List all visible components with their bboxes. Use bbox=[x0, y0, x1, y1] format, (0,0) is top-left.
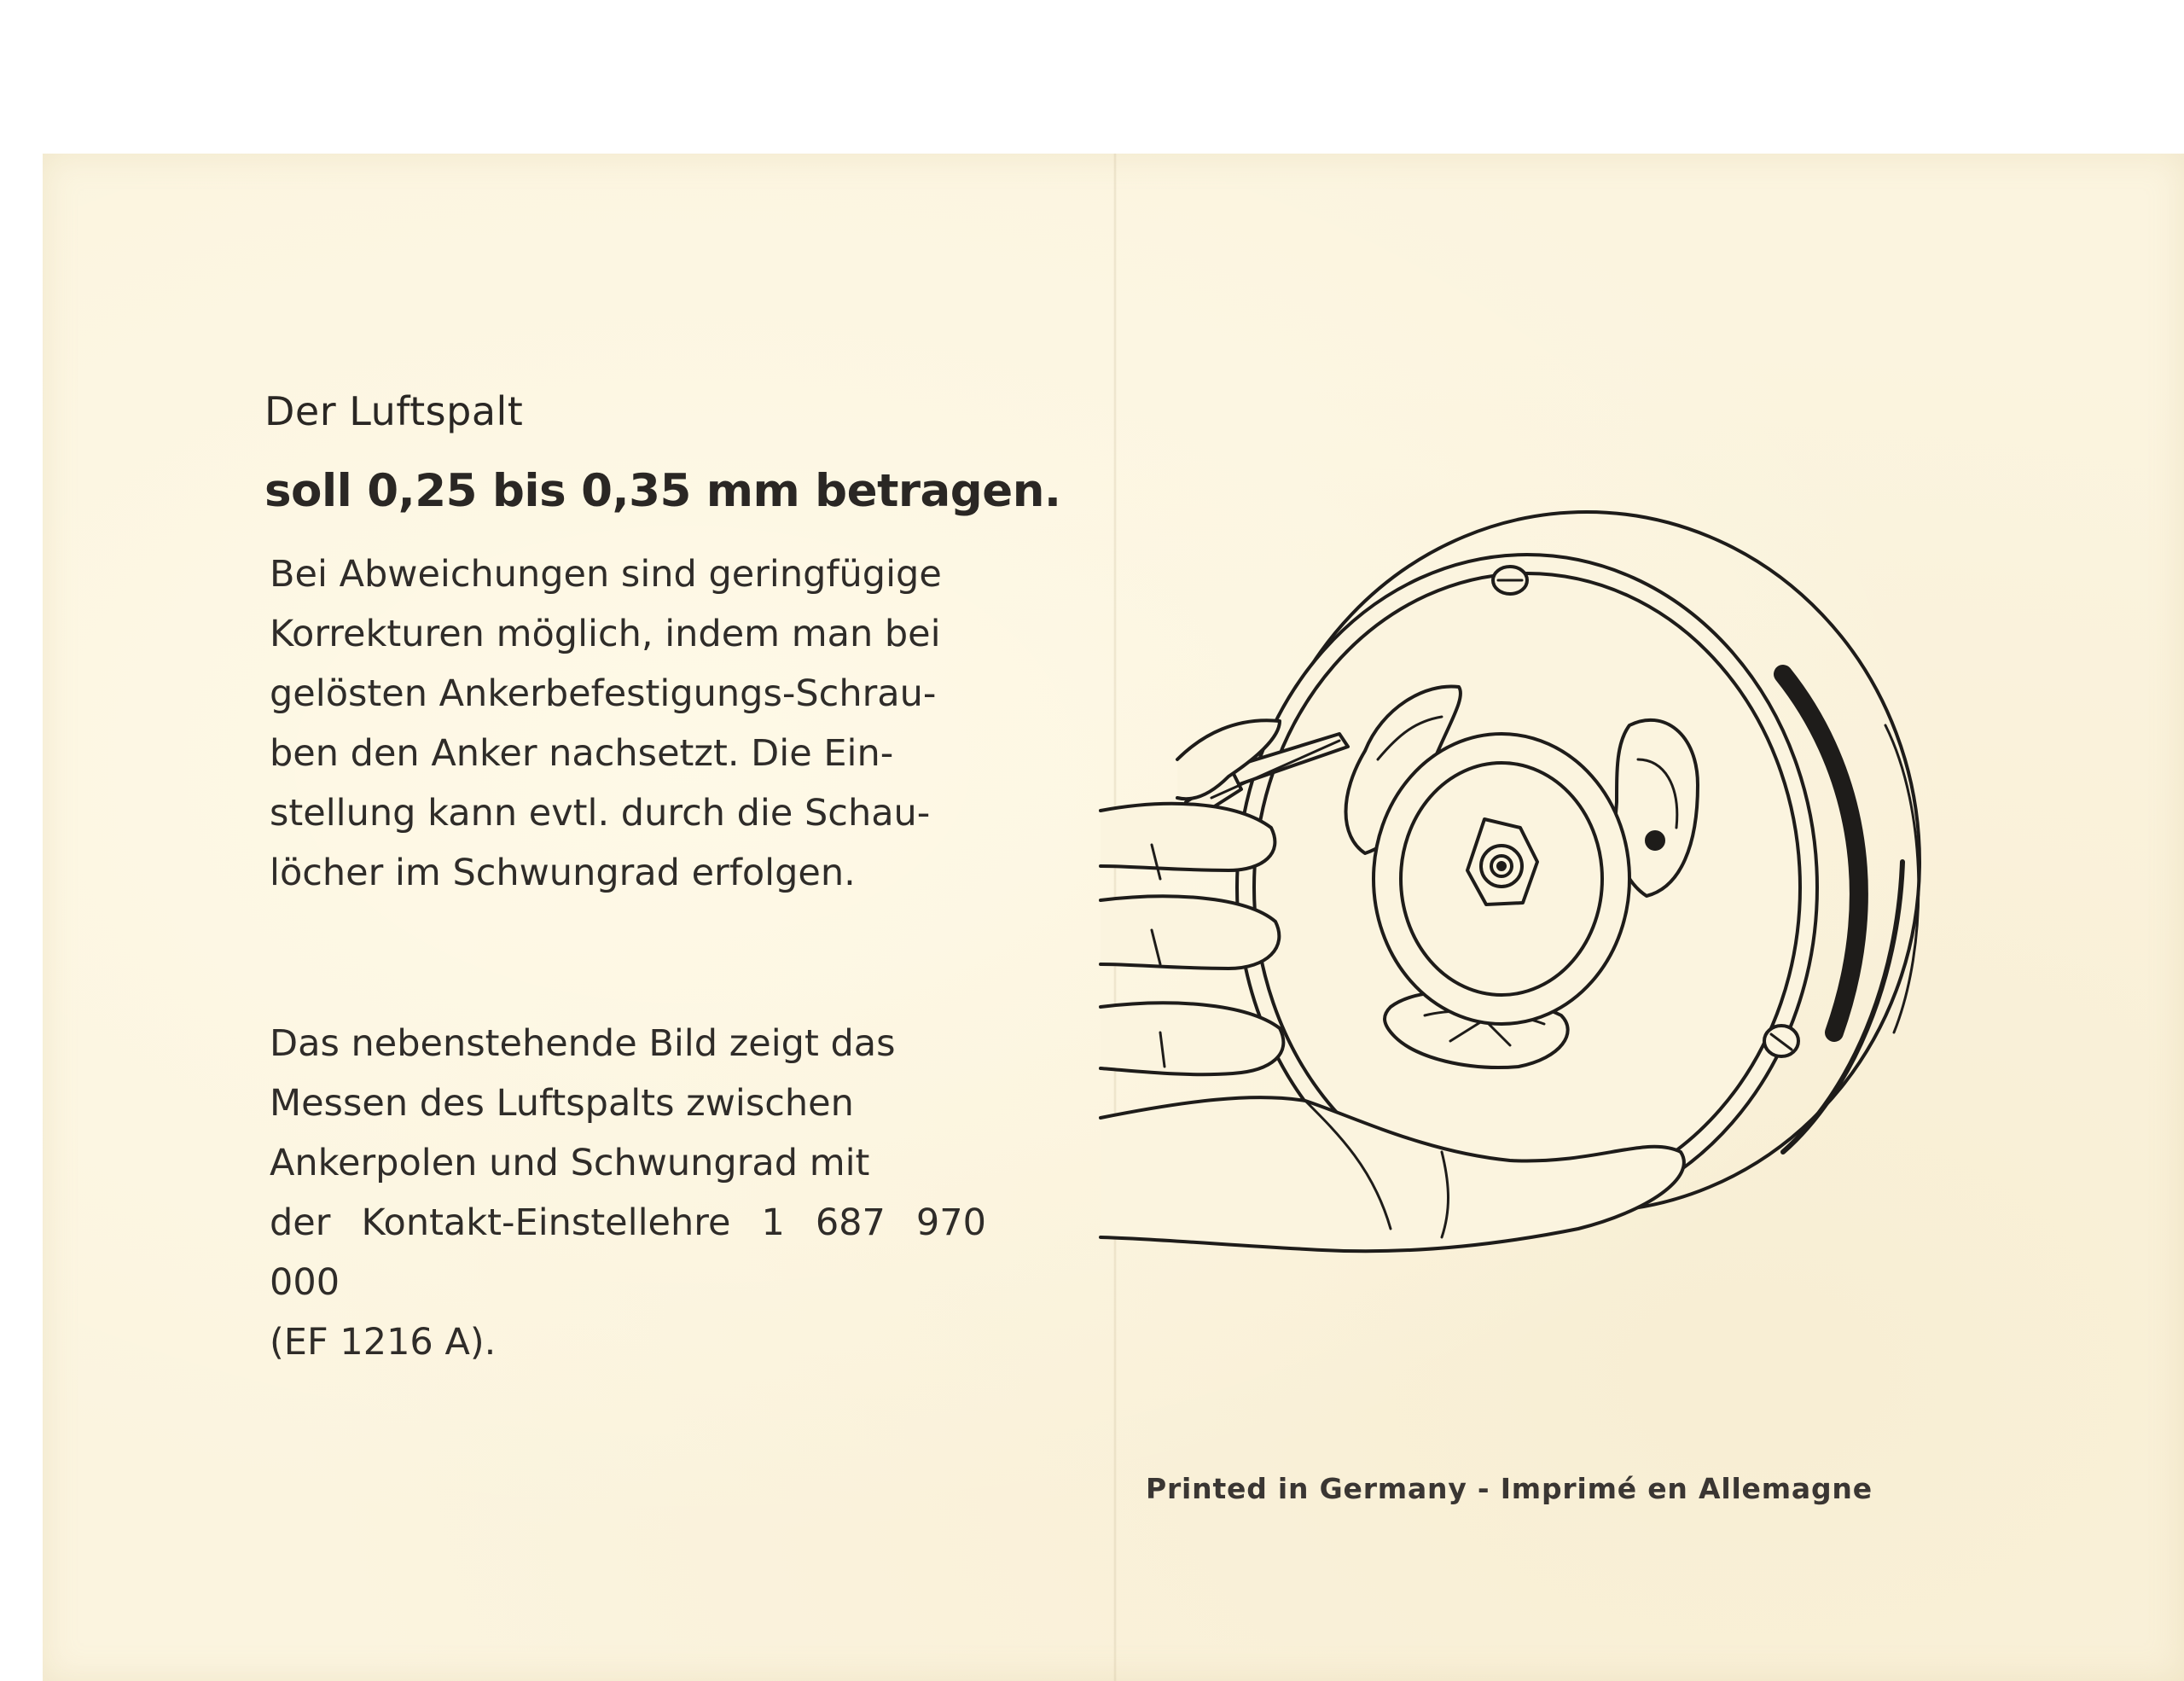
paragraph-figure-caption bbox=[270, 1014, 986, 1372]
paragraph-line: Ankerpolen und Schwungrad mit bbox=[270, 1142, 870, 1184]
paragraph-line: ben den Anker nachsetzt. Die Ein- bbox=[270, 732, 894, 775]
paragraph-line: gelösten Ankerbefestigungs-Schrau- bbox=[270, 672, 937, 715]
paragraph-line: stellung kann evtl. durch die Schau- bbox=[270, 792, 931, 835]
paragraph-line: (EF 1216 A). bbox=[270, 1321, 497, 1364]
hand-holding-flywheel-with-feeler-gauge-illustration bbox=[1083, 503, 1962, 1306]
paragraph-line: Bei Abweichungen sind geringfügige bbox=[270, 553, 942, 596]
paragraph-line: der Kontakt-Einstellehre 1 687 970 000 bbox=[270, 1201, 986, 1304]
paragraph-line: Messen des Luftspalts zwischen bbox=[270, 1082, 854, 1125]
paragraph-adjustment bbox=[270, 544, 986, 903]
hand-finger bbox=[1101, 896, 1279, 968]
paragraph-line: löcher im Schwungrad erfolgen. bbox=[270, 852, 856, 894]
page-subtitle: soll 0,25 bis 0,35 mm betragen. bbox=[264, 465, 1061, 517]
paragraph-line: Korrekturen möglich, indem man bei bbox=[270, 613, 941, 655]
hand-finger bbox=[1101, 1003, 1283, 1074]
page-title: Der Luftspalt bbox=[264, 388, 524, 434]
printed-in-footer: Printed in Germany - Imprimé en Allemagne bbox=[1146, 1472, 1873, 1505]
paragraph-line: Das nebenstehende Bild zeigt das bbox=[270, 1022, 896, 1065]
